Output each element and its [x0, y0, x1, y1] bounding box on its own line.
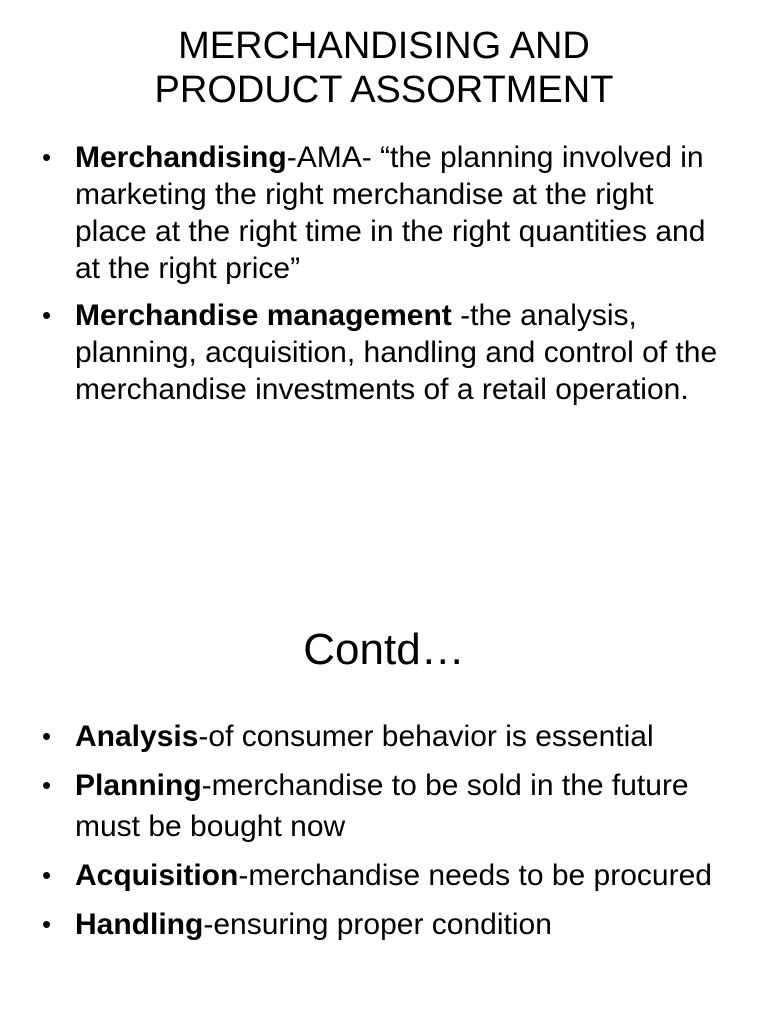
slide-title: Contd… — [303, 625, 465, 674]
slide-contd — [0, 560, 768, 1024]
bullet-text: -of consumer behavior is essential — [198, 720, 654, 753]
bullet-term: Planning — [75, 769, 202, 802]
bullet-item — [0, 904, 768, 945]
bullet-text: -merchandise to be sold in the future must be bought now — [75, 769, 689, 843]
title-line: MERCHANDISING AND — [178, 25, 590, 67]
bullet-icon: • — [42, 721, 52, 751]
bullet-icon: • — [42, 300, 52, 330]
slide-title — [0, 24, 768, 112]
bullet-text: -ensuring proper condition — [203, 908, 552, 941]
bullet-list — [0, 716, 768, 953]
bullet-text: -AMA- “the planning involved in marketing the right merchandise at the right place at the right time in the right quantities and at the right price” — [75, 141, 706, 285]
bullet-item — [0, 139, 768, 287]
bullet-icon: • — [42, 770, 52, 800]
bullet-item — [0, 855, 768, 896]
bullet-icon: • — [42, 142, 52, 172]
title-line: PRODUCT ASSORTMENT — [154, 69, 614, 111]
bullet-item — [0, 716, 768, 757]
bullet-item — [0, 765, 768, 847]
bullet-list — [0, 139, 768, 418]
bullet-term: Acquisition — [75, 859, 239, 892]
bullet-icon: • — [42, 860, 52, 890]
bullet-term: Merchandising — [75, 141, 287, 174]
bullet-icon: • — [42, 909, 52, 939]
bullet-term: Handling — [75, 908, 204, 941]
bullet-text: -merchandise needs to be procured — [238, 859, 712, 892]
bullet-item — [0, 297, 768, 408]
bullet-term: Analysis — [75, 720, 199, 753]
bullet-term: Merchandise management — [75, 299, 452, 332]
bullet-text: -the analysis, planning, acquisition, handling and control of the merchandise investments of a retail operation. — [75, 299, 718, 406]
